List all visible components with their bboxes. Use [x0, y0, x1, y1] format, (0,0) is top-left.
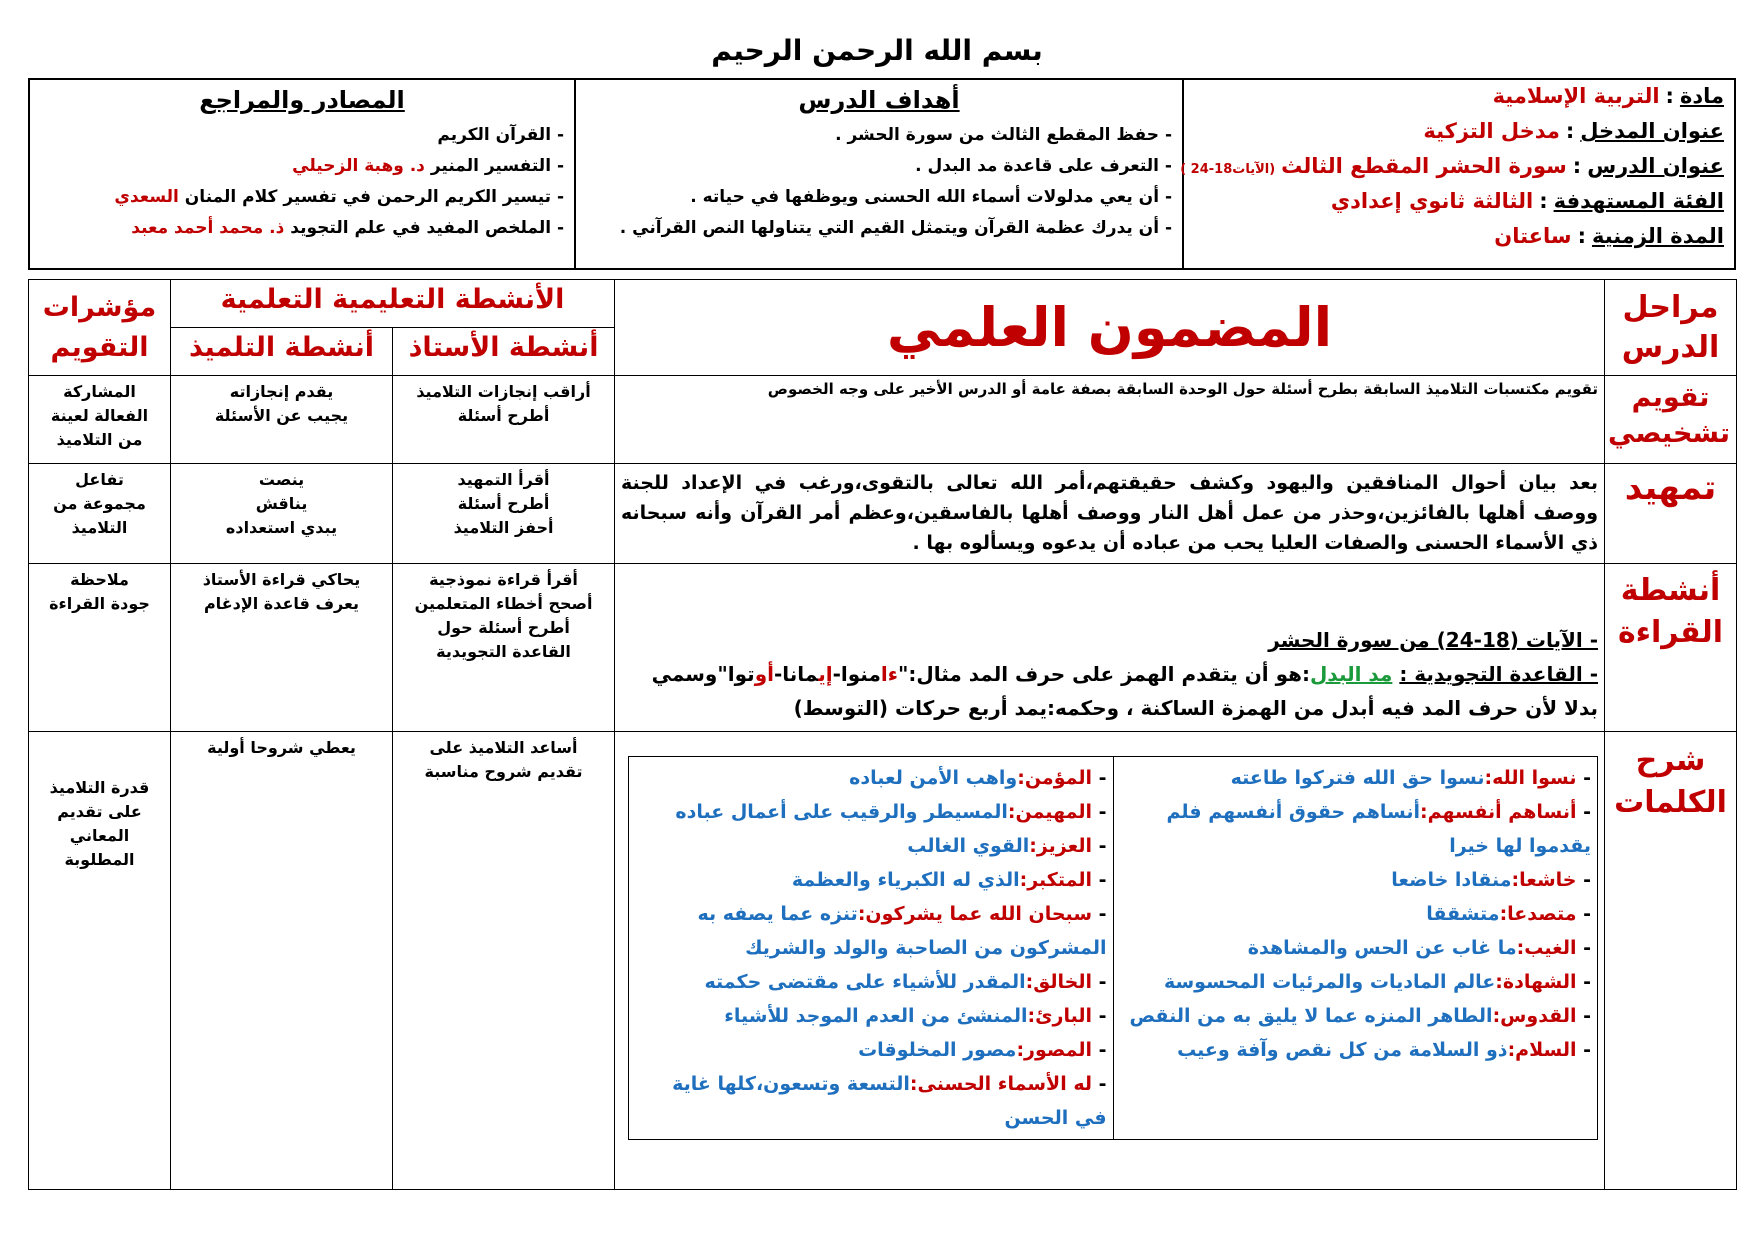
ref-author: د. وهبة الزحيلي — [292, 156, 425, 176]
vocab-item: - له الأسماء الحسنى:التسعة وتسعون،كلها غاية في الحسن — [672, 1073, 1107, 1129]
rule-explanation: بدلا لأن حرف المد فيه أبدل من الهمزة الساكنة ، وحكمه:يمد أربع حركات (التوسط) — [793, 696, 1599, 720]
vocab-item: - العزيز:القوي الغالب — [907, 835, 1107, 857]
info-row: عنوان المدخل : مدخل التزكية — [1423, 119, 1724, 143]
ref-author: ذ. محمد أحمد معبد — [131, 218, 285, 238]
ref-item: - التفسير المنير د. وهبة الزحيلي — [292, 156, 564, 176]
student-activity: ينصت يناقش يبدي استعداده — [171, 464, 393, 564]
vocab-item: - أنساهم أنفسهم:أنساهم حقوق أنفسهم فلم يقدموا لها خيرا — [1166, 801, 1592, 857]
evaluation-indicator: تفاعل مجموعة من التلاميذ — [29, 464, 171, 564]
table-head-row — [29, 280, 1737, 328]
lesson-goals — [574, 80, 1182, 268]
refs-title: المصادر والمراجع — [199, 86, 405, 114]
goal-item: - أن يدرك عظمة القرآن ويتمثل القيم التي يتناولها النص القرآني . — [619, 218, 1172, 238]
vocab-item: - المتكبر:الذي له الكبرياء والعظمة — [791, 869, 1107, 891]
vocab-item: - السلام:ذو السلامة من كل نقص وآفة وعيب — [1177, 1039, 1592, 1061]
info-value: سورة الحشر المقطع الثالث — [1281, 154, 1567, 178]
vocab-col-right — [1113, 757, 1598, 1140]
table-row — [29, 564, 1737, 732]
teacher-activity: أراقب إنجازات التلاميذ أطرح أسئلة — [393, 376, 615, 464]
table-row — [29, 464, 1737, 564]
vocab-item: - سبحان الله عما يشركون:تنزه عما يصفه به المشركون من الصاحبة والولد والشريك — [697, 903, 1107, 959]
content-reading — [615, 564, 1605, 732]
table-row — [29, 732, 1737, 1190]
info-extra: (الآيات18-24 ) — [1180, 162, 1276, 177]
info-row: المدة الزمنية : ساعتان — [1494, 224, 1724, 248]
info-row: مادة : التربية الإسلامية — [1492, 84, 1724, 108]
vocab-item: - القدوس:الطاهر المنزه عما لا يليق به من النقص — [1129, 1005, 1592, 1027]
stage-words: شرح الكلمات — [1605, 732, 1737, 1190]
student-activity: يعطي شروحا أولية — [171, 732, 393, 1190]
ref-item: - تيسير الكريم الرحمن في تفسير كلام المنان السعدي — [114, 187, 564, 207]
stage-reading: أنشطة القراءة — [1605, 564, 1737, 732]
ref-author: السعدي — [114, 187, 179, 207]
vocab-col-left — [629, 757, 1114, 1140]
student-activity: يقدم إنجازاته يجيب عن الأسئلة — [171, 376, 393, 464]
evaluation-indicator: المشاركة الفعالة لعينة من التلاميذ — [29, 376, 171, 464]
content-diagnostic: تقويم مكتسبات التلاميذ السابقة بطرح أسئلة حول الوحدة السابقة بصفة عامة أو الدرس الأخير على وجه الخصوص — [615, 376, 1605, 464]
head-activities: الأنشطة التعليمية التعلمية — [171, 280, 615, 328]
info-row: الفئة المستهدفة : الثالثة ثانوي إعدادي — [1330, 189, 1724, 213]
info-value: ساعتان — [1494, 224, 1572, 248]
vocab-item: - المؤمن:واهب الأمن لعباده — [849, 767, 1107, 789]
vocab-item: - البارئ:المنشئ من العدم الموجد للأشياء — [724, 1005, 1107, 1027]
stage-diagnostic: تقويم تشخيصي — [1605, 376, 1737, 464]
vocab-item: - الغيب:ما غاب عن الحس والمشاهدة — [1247, 937, 1592, 959]
student-activity: يحاكي قراءة الأستاذ يعرف قاعدة الإدغام — [171, 564, 393, 732]
vocab-item: - نسوا الله:نسوا حق الله فتركوا طاعته — [1230, 767, 1592, 789]
lesson-table — [28, 279, 1737, 1190]
info-row: عنوان الدرس : سورة الحشر المقطع الثالث (الآيات18-24 ) — [1180, 154, 1724, 178]
info-value: مدخل التزكية — [1423, 119, 1560, 143]
goal-item: - التعرف على قاعدة مد البدل . — [915, 156, 1172, 176]
verses-ref: - الآيات (18-24) من سورة الحشر — [1268, 628, 1599, 652]
content-intro: بعد بيان أحوال المنافقين واليهود وكشف حقيقتهم،أمر الله تعالى بالتقوى،ورغب في الإعداد للجنة ووصف أهلها بالفائزين،وحذر من عمل أهل النار ووصف أهلها بالفاسقين،وعظم أمر القرآن وأنه سبحانه ذي الأسماء الحسنى والصفات العليا يحب من عباده أن يدعوه ويسألوه بها . — [615, 464, 1605, 564]
goal-item: - أن يعي مدلولات أسماء الله الحسنى ويوظفها في حياته . — [690, 187, 1172, 207]
basmala: بسم الله الرحمن الرحيم — [711, 34, 1043, 67]
vocab-item: - خاشعا:منقادا خاضعا — [1391, 869, 1592, 891]
vocab-item: - الخالق:المقدر للأشياء على مقتضى حكمته — [704, 971, 1107, 993]
tajweed-rule: - القاعدة التجويدية : مد البدل:هو أن يتقدم الهمز على حرف المد مثال:"ءامنوا-إيمانا-أوتوا"وسمي — [651, 662, 1599, 686]
evaluation-indicator: ملاحظة جودة القراءة — [29, 564, 171, 732]
vocab-item: - المهيمن:المسيطر والرقيب على أعمال عباده — [675, 801, 1107, 823]
vocab-item: - المصور:مصور المخلوقات — [858, 1039, 1107, 1061]
head-evaluation: مؤشرات التقويم — [29, 280, 171, 376]
stage-intro: تمهيد — [1605, 464, 1737, 564]
info-label: المدة الزمنية — [1591, 224, 1724, 248]
rule-name: مد البدل — [1310, 662, 1393, 686]
teacher-activity: أقرأ قراءة نموذجية أصحح أخطاء المتعلمين أطرح أسئلة حول القاعدة التجويدية — [393, 564, 615, 732]
head-stages: مراحل الدرس — [1605, 280, 1737, 376]
goals-title: أهداف الدرس — [798, 86, 960, 114]
header-block — [28, 78, 1736, 270]
lesson-info — [1182, 80, 1734, 268]
info-label: الفئة المستهدفة — [1553, 189, 1724, 213]
info-label: مادة — [1679, 84, 1724, 108]
table-row — [29, 376, 1737, 464]
goal-item: - حفظ المقطع الثالث من سورة الحشر . — [835, 125, 1172, 145]
head-teacher: أنشطة الأستاذ — [393, 328, 615, 376]
teacher-activity: أقرأ التمهيد أطرح أسئلة أحفز التلاميذ — [393, 464, 615, 564]
head-student: أنشطة التلميذ — [171, 328, 393, 376]
evaluation-indicator: قدرة التلاميذ على تقديم المعاني المطلوبة — [29, 732, 171, 1190]
head-content: المضمون العلمي — [615, 280, 1605, 376]
content-words — [615, 732, 1605, 1190]
vocab-item: - الشهادة:عالم الماديات والمرئيات المحسوسة — [1163, 971, 1592, 993]
info-label: عنوان المدخل — [1580, 119, 1724, 143]
ref-item: - القرآن الكريم — [437, 125, 564, 145]
ref-item: - الملخص المفيد في علم التجويد ذ. محمد أحمد معبد — [131, 218, 564, 238]
vocab-item: - متصدعا:متشققا — [1426, 903, 1592, 925]
lesson-references — [30, 80, 574, 268]
info-value: الثالثة ثانوي إعدادي — [1330, 189, 1534, 213]
info-label: عنوان الدرس — [1587, 154, 1724, 178]
vocabulary-table — [628, 756, 1598, 1140]
info-value: التربية الإسلامية — [1492, 84, 1660, 108]
teacher-activity: أساعد التلاميذ على تقديم شروح مناسبة — [393, 732, 615, 1190]
